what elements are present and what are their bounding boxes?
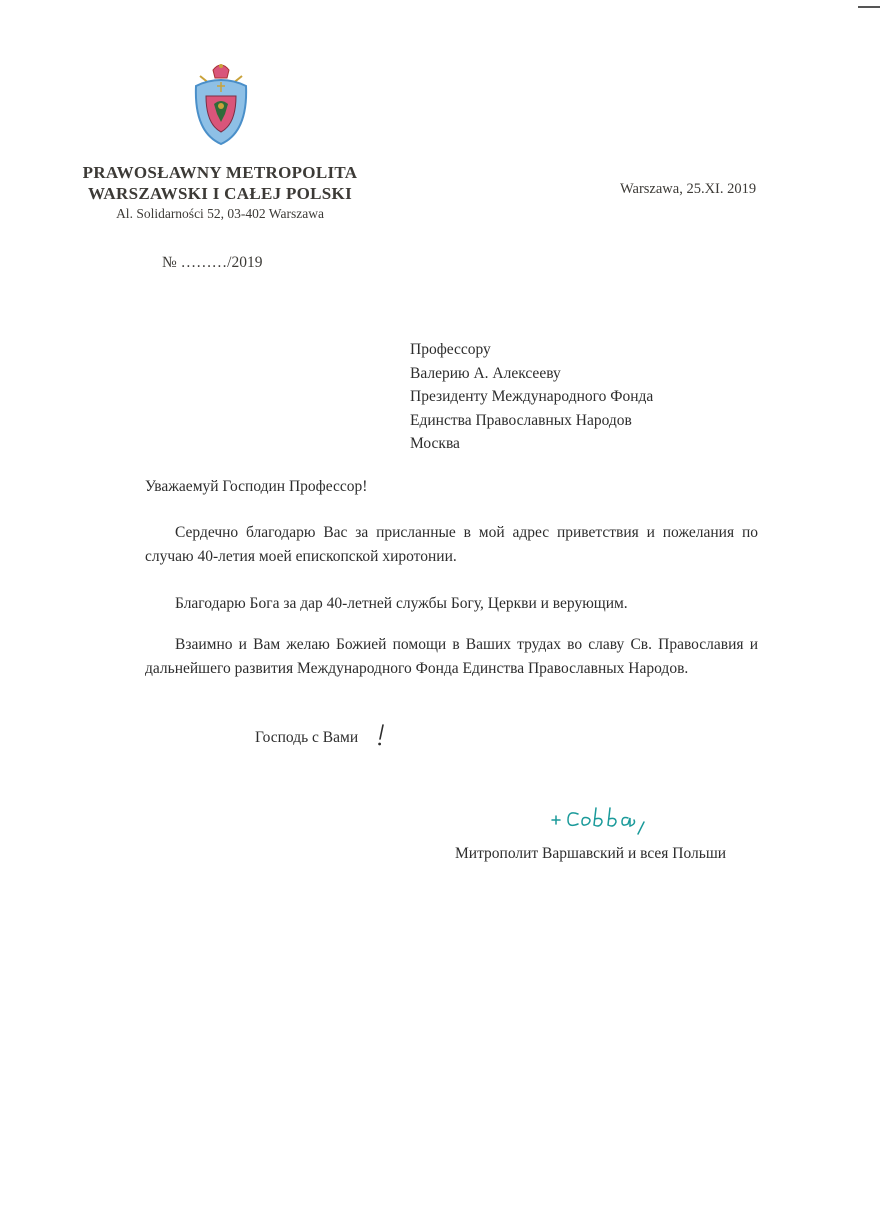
signer-title: Митрополит Варшавский и всея Польши <box>455 845 727 862</box>
addressee-block <box>410 338 653 456</box>
letter-date: Warszawa, 25.XI. 2019 <box>620 181 757 197</box>
body-paragraph: Благодарю Бога за дар 40-летней службы Богу, Церкви и верующим. <box>175 595 628 612</box>
addressee-line: Единства Православных Народов <box>410 411 632 429</box>
metropolitan-crest-icon <box>190 62 252 146</box>
scan-mark <box>858 6 880 8</box>
addressee-line: Профессору <box>410 341 491 358</box>
handwritten-signature <box>548 800 658 840</box>
closing-phrase: Господь с Вами <box>255 729 359 746</box>
body-paragraph: Сердечно благодарю Вас за присланные в мой адрес приветствия и пожелания по случаю 40-летия моей епископской хиротонии. <box>145 524 758 565</box>
addressee-line: Валерию А. Алексееву <box>410 364 561 382</box>
reference-number: № ………/2019 <box>162 254 263 271</box>
body-paragraph: Взаимно и Вам желаю Божией помощи в Ваших трудах во славу Св. Православия и дальнейшего развития Международного Фонда Единства Православных Народов. <box>145 636 758 677</box>
addressee-line: Москва <box>410 435 460 452</box>
handwritten-exclamation-icon <box>377 723 387 749</box>
letterhead <box>40 162 400 223</box>
letterhead-subtitle: WARSZAWSKI I CAŁEJ POLSKI <box>88 184 352 203</box>
letterhead-title: PRAWOSŁAWNY METROPOLITA <box>82 163 358 182</box>
addressee-line: Президенту Международного Фонда <box>410 388 654 405</box>
letterhead-address: Al. Solidarności 52, 03-402 Warszawa <box>116 206 324 221</box>
salutation: Уважаемуй Господин Профессор! <box>145 478 368 495</box>
